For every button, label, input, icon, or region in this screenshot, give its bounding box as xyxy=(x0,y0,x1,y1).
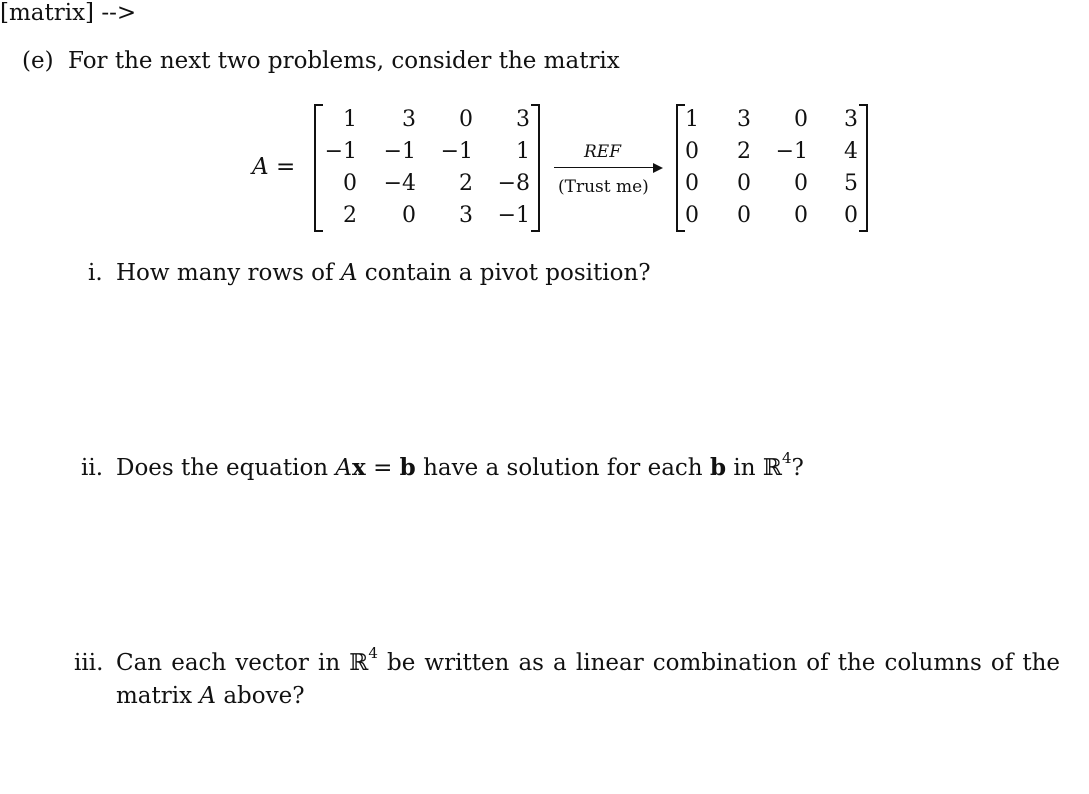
question-2-text xyxy=(116,449,804,483)
matrix-entry: 0 xyxy=(685,139,699,164)
var-A: A xyxy=(335,455,353,481)
matrix-entry: −1 xyxy=(440,139,473,164)
matrix-entry: −4 xyxy=(383,171,416,196)
text: = xyxy=(365,455,400,481)
vector-x: x xyxy=(352,454,366,481)
text: contain a pivot position? xyxy=(357,260,651,286)
matrix-entry: −1 xyxy=(324,139,357,164)
problem-intro: For the next two problems, consider the matrix xyxy=(68,48,620,74)
matrix-REF xyxy=(676,104,868,232)
text: How many rows of xyxy=(116,260,341,286)
matrix-entry: 5 xyxy=(844,171,858,196)
matrix-entry: 0 xyxy=(685,171,699,196)
text: ? xyxy=(791,455,804,481)
matrix-entry: 0 xyxy=(794,107,808,132)
equation-lhs xyxy=(252,152,295,182)
text: Does the equation xyxy=(116,455,336,481)
question-3-text-line1 xyxy=(116,644,1060,678)
matrix-A xyxy=(314,104,540,232)
matrix-entry: 0 xyxy=(459,107,473,132)
matrix-entry: −1 xyxy=(775,139,808,164)
var-A: A xyxy=(199,683,217,709)
matrix-entry: −1 xyxy=(383,139,416,164)
text: be written as a linear combination of the columns of the xyxy=(377,650,1060,676)
matrix-entry: −8 xyxy=(497,171,530,196)
text: have a solution for each xyxy=(415,455,710,481)
matrix-entry: 0 xyxy=(844,203,858,228)
matrix-entry: 3 xyxy=(516,107,530,132)
var-A: A xyxy=(340,260,358,286)
question-2-label: ii. xyxy=(81,455,104,481)
matrix-entry: 0 xyxy=(402,203,416,228)
matrix-entry: 1 xyxy=(685,107,699,132)
matrix-entry: 1 xyxy=(343,107,357,132)
text: Can each vector in ℝ xyxy=(116,650,369,676)
arrow-label-bottom: (Trust me) xyxy=(558,177,649,197)
question-1-label: i. xyxy=(88,260,103,286)
matrix-entry: 3 xyxy=(459,203,473,228)
question-3-label: iii. xyxy=(74,650,104,676)
matrix-entry: 3 xyxy=(737,107,751,132)
matrix-entry: 0 xyxy=(737,203,751,228)
problem-label: (e) xyxy=(22,48,54,74)
matrix-entry: −1 xyxy=(497,203,530,228)
arrow-shaft xyxy=(554,167,654,168)
exponent: 4 xyxy=(781,449,792,468)
text: above? xyxy=(216,683,305,709)
question-3-text-line2 xyxy=(116,681,305,711)
matrix-entry: 0 xyxy=(737,171,751,196)
matrix-entry: 0 xyxy=(343,171,357,196)
vector-b: b xyxy=(709,454,727,481)
matrix-entry: 2 xyxy=(459,171,473,196)
question-1-text xyxy=(116,258,651,288)
matrix-entry: 0 xyxy=(794,203,808,228)
right-bracket xyxy=(859,104,868,232)
matrix-entry: 2 xyxy=(737,139,751,164)
text: in ℝ xyxy=(726,455,782,481)
equals-sign: = xyxy=(275,154,296,180)
vector-b: b xyxy=(399,454,416,481)
ref-arrow xyxy=(552,140,664,204)
matrix-entry: 0 xyxy=(685,203,699,228)
matrix-entry: 3 xyxy=(402,107,416,132)
matrix-entry: 0 xyxy=(794,171,808,196)
matrix-entry: 2 xyxy=(343,203,357,228)
text: matrix xyxy=(116,683,200,709)
exponent: 4 xyxy=(368,644,378,663)
var-A: A xyxy=(252,154,269,180)
matrix-entry: 3 xyxy=(844,107,858,132)
matrix-entry: 1 xyxy=(516,139,530,164)
matrix-entry: 4 xyxy=(844,139,858,164)
arrow-label-top: REF xyxy=(584,142,622,162)
right-bracket xyxy=(531,104,540,232)
